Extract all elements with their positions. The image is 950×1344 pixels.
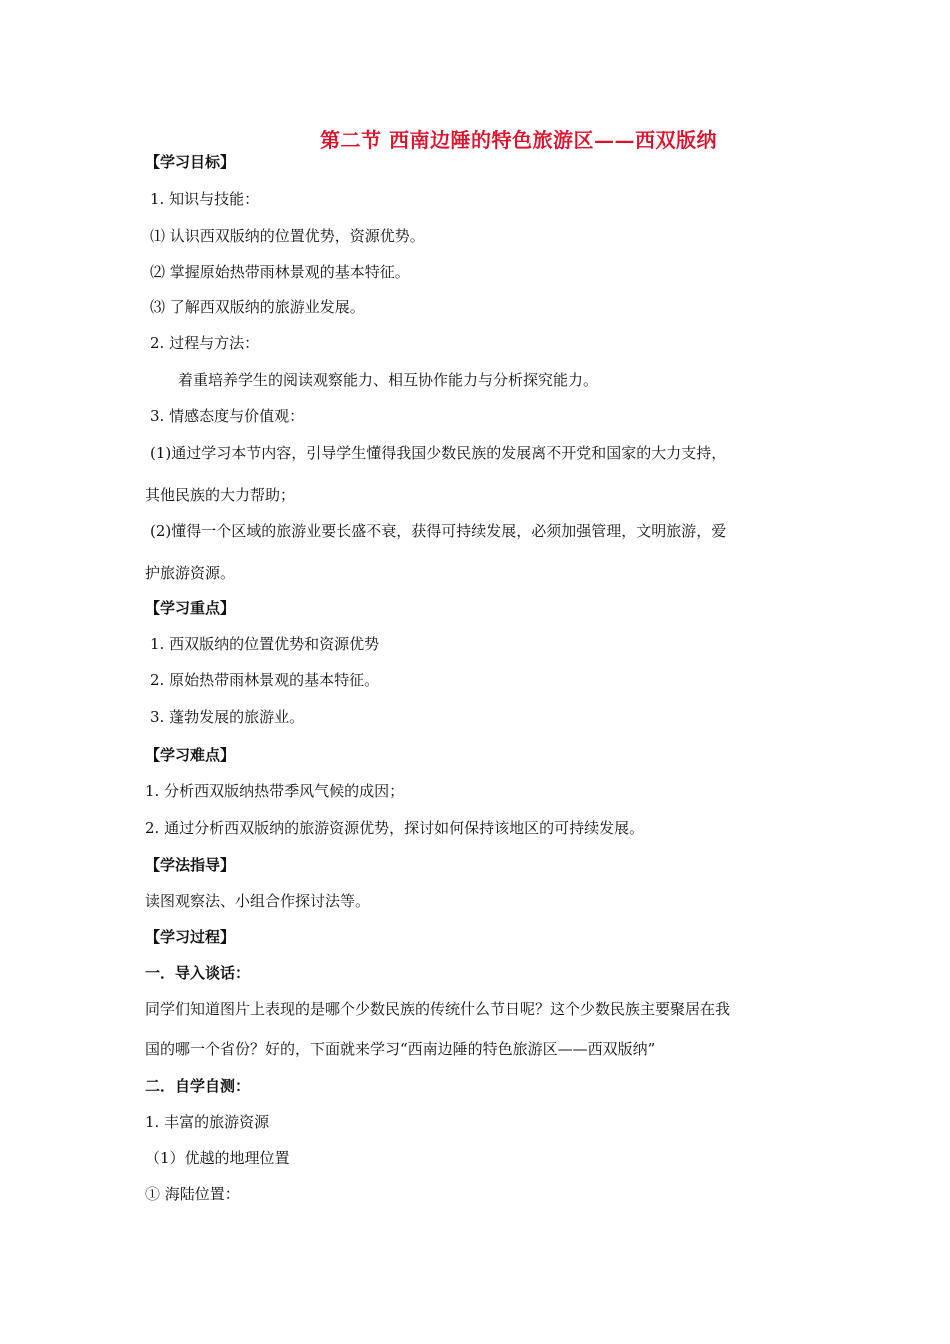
focus-item: 2. 原始热带雨林景观的基本特征。 (150, 671, 380, 689)
page-title: 第二节 西南边陲的特色旅游区——西双版纳 (320, 128, 717, 152)
goal-sub-emotion: 3. 情感态度与价值观： (150, 407, 305, 425)
goal-sub-knowledge: 1. 知识与技能： (150, 190, 260, 208)
process-part-self-test: 二．自学自测： (145, 1077, 251, 1095)
section-heading-goals: 【学习目标】 (145, 153, 236, 171)
goal-emotion-text: (2)懂得一个区域的旅游业要长盛不衰，获得可持续发展，必须加强管理，文明旅游，爱 (150, 522, 727, 540)
section-heading-process: 【学习过程】 (145, 928, 236, 946)
difficulty-item: 2. 通过分析西双版纳的旅游资源优势，探讨如何保持该地区的可持续发展。 (145, 819, 645, 837)
goal-method-text: 着重培养学生的阅读观察能力、相互协作能力与分析探究能力。 (178, 371, 599, 389)
section-heading-difficulty: 【学习难点】 (145, 746, 236, 764)
goal-sub-method: 2. 过程与方法： (150, 334, 260, 352)
self-test-item: （1）优越的地理位置 (145, 1149, 290, 1167)
process-intro-text: 国的哪一个省份？好的，下面就来学习“西南边陲的特色旅游区——西双版纳” (145, 1040, 656, 1058)
section-heading-focus: 【学习重点】 (145, 599, 236, 617)
goal-emotion-text: 护旅游资源。 (145, 564, 236, 582)
self-test-item: 1. 丰富的旅游资源 (145, 1113, 270, 1131)
method-guide-text: 读图观察法、小组合作探讨法等。 (145, 892, 371, 910)
process-part-intro: 一．导入谈话： (145, 964, 251, 982)
goal-item: ⑴ 认识西双版纳的位置优势，资源优势。 (150, 227, 425, 245)
section-heading-method-guide: 【学法指导】 (145, 856, 236, 874)
focus-item: 1. 西双版纳的位置优势和资源优势 (150, 635, 380, 653)
goal-emotion-text: 其他民族的大力帮助； (145, 486, 296, 504)
difficulty-item: 1. 分析西双版纳热带季风气候的成因； (145, 782, 405, 800)
self-test-item: ① 海陆位置： (145, 1185, 240, 1203)
process-intro-text: 同学们知道图片上表现的是哪个少数民族的传统什么节日呢？这个少数民族主要聚居在我 (145, 1000, 731, 1018)
goal-item: ⑶ 了解西双版纳的旅游业发展。 (150, 298, 365, 316)
focus-item: 3. 蓬勃发展的旅游业。 (150, 708, 305, 726)
goal-item: ⑵ 掌握原始热带雨林景观的基本特征。 (150, 263, 410, 281)
goal-emotion-text: (1)通过学习本节内容，引导学生懂得我国少数民族的发展离不开党和国家的大力支持， (150, 444, 727, 462)
